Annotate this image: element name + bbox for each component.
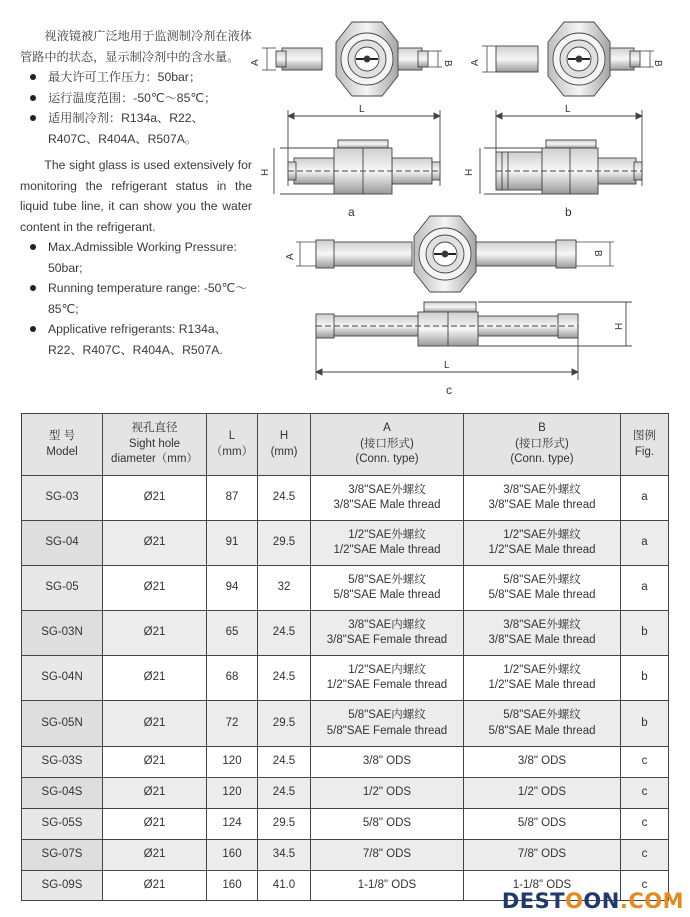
model-cell: SG-04N — [22, 656, 103, 701]
fig-cell: a — [621, 566, 669, 611]
model-cell: SG-09S — [22, 871, 103, 901]
en-spec-item: Applicative refrigerants: R134a、R22、R407C、R404A、R507A. — [20, 319, 252, 360]
table-row — [22, 656, 669, 701]
table-row — [22, 566, 669, 611]
conn-type-line: 1/2"SAE外螺纹 — [348, 528, 426, 541]
header-sight-hole: 视孔直径 Sight hole diameter（mm） — [103, 414, 207, 476]
cn-spec-item: 运行温度范围：-50℃～85℃； — [20, 88, 252, 109]
h-cell: 41.0 — [258, 871, 311, 901]
fig-c-label-h: H — [614, 322, 625, 330]
h-cell: 24.5 — [258, 656, 311, 701]
l-cell: 120 — [207, 778, 258, 809]
table-row — [22, 747, 669, 778]
conn-type-line: 3/8" ODS — [517, 755, 567, 768]
table-row — [22, 840, 669, 871]
spec-table — [21, 413, 669, 901]
fig-a-label-l: L — [359, 104, 365, 115]
conn-type-line: 5/8" ODS — [362, 817, 412, 830]
l-cell: 160 — [207, 840, 258, 871]
table-row — [22, 521, 669, 566]
fig-a-caption: a — [348, 205, 355, 219]
conn-b-cell — [464, 778, 621, 809]
cn-spec-list — [20, 67, 252, 149]
conn-type-line: 5/8"SAE Male thread — [333, 589, 441, 601]
fig-b-label-h: H — [464, 168, 475, 176]
h-cell: 24.5 — [258, 611, 311, 656]
conn-a-cell — [311, 840, 464, 871]
fig-a-dim-a — [262, 48, 276, 70]
fig-cell: a — [621, 521, 669, 566]
model-cell: SG-03 — [22, 476, 103, 521]
l-cell: 65 — [207, 611, 258, 656]
conn-type-line: 5/8"SAE外螺纹 — [348, 573, 426, 586]
intro-cn-paragraph: 视液镜被广泛地用于监测制冷剂在液体管路中的状态，显示制冷剂中的含水量。 — [20, 29, 252, 64]
conn-type-line: 3/8"SAE外螺纹 — [348, 483, 426, 496]
fig-b-top-view — [496, 22, 640, 96]
conn-type-line: 3/8"SAE Male thread — [488, 634, 596, 646]
fig-cell: b — [621, 701, 669, 747]
fig-cell: c — [621, 809, 669, 840]
table-row — [22, 809, 669, 840]
conn-b-cell — [464, 701, 621, 747]
sight-hole-cell: Ø21 — [103, 809, 207, 840]
conn-type-line: 3/8"SAE Female thread — [326, 634, 448, 646]
l-cell: 94 — [207, 566, 258, 611]
table-header-row — [22, 414, 669, 476]
conn-type-line: 1/2"SAE Female thread — [326, 679, 448, 691]
fig-cell: a — [621, 476, 669, 521]
header-b: B (接口形式) (Conn. type) — [464, 414, 621, 476]
model-cell: SG-05S — [22, 809, 103, 840]
table-row — [22, 701, 669, 747]
conn-type-line: 1/2" ODS — [362, 786, 412, 799]
fig-b-label-a: A — [470, 59, 481, 66]
conn-type-line: 5/8"SAE Male thread — [488, 589, 596, 601]
table-row — [22, 778, 669, 809]
conn-type-line: 7/8" ODS — [362, 848, 412, 861]
sight-glass-drawings — [250, 20, 678, 400]
fig-cell: c — [621, 747, 669, 778]
l-cell: 87 — [207, 476, 258, 521]
model-cell: SG-04S — [22, 778, 103, 809]
fig-c-label-b: B — [592, 250, 603, 257]
sight-hole-cell: Ø21 — [103, 701, 207, 747]
conn-a-cell — [311, 521, 464, 566]
conn-a-cell — [311, 747, 464, 778]
model-cell: SG-05 — [22, 566, 103, 611]
model-cell: SG-07S — [22, 840, 103, 871]
conn-a-cell — [311, 809, 464, 840]
fig-c-label-a: A — [285, 253, 296, 260]
sight-hole-cell: Ø21 — [103, 747, 207, 778]
l-cell: 120 — [207, 747, 258, 778]
h-cell: 24.5 — [258, 476, 311, 521]
en-spec-item: Running temperature range: -50℃～85℃; — [20, 278, 252, 319]
model-cell: SG-03N — [22, 611, 103, 656]
fig-cell: b — [621, 611, 669, 656]
cn-spec-item: 最大许可工作压力：50bar； — [20, 67, 252, 88]
fig-c-side-view — [316, 302, 632, 380]
sight-hole-cell: Ø21 — [103, 840, 207, 871]
conn-type-line: 5/8" ODS — [517, 817, 567, 830]
conn-a-cell — [311, 611, 464, 656]
table-body — [22, 476, 669, 901]
fig-c-caption: c — [446, 383, 452, 397]
conn-b-cell — [464, 809, 621, 840]
intro-en-paragraph: The sight glass is used extensively for monitoring the refrigerant status in the liquid tube line, it can show you the water content in the refrigerant. — [20, 158, 252, 234]
conn-type-line: 5/8"SAE外螺纹 — [503, 573, 581, 586]
conn-b-cell — [464, 656, 621, 701]
fig-b-label-b: B — [652, 60, 663, 67]
fig-c-dim-a — [296, 242, 316, 266]
fig-a-dim-b — [428, 51, 442, 67]
sight-hole-cell: Ø21 — [103, 611, 207, 656]
fig-cell: c — [621, 871, 669, 901]
sight-hole-cell: Ø21 — [103, 521, 207, 566]
conn-type-line: 5/8"SAE Female thread — [326, 724, 448, 737]
conn-a-cell — [311, 871, 464, 901]
conn-a-cell — [311, 566, 464, 611]
intro-text — [20, 26, 252, 360]
h-cell: 34.5 — [258, 840, 311, 871]
fig-a-label-b: B — [442, 60, 453, 67]
conn-type-line: 1-1/8" ODS — [357, 878, 417, 891]
conn-b-cell — [464, 840, 621, 871]
sight-hole-cell: Ø21 — [103, 778, 207, 809]
conn-type-line: 1/2"SAE外螺纹 — [503, 663, 581, 676]
conn-type-line: 5/8"SAE Male thread — [488, 724, 596, 737]
model-cell: SG-04 — [22, 521, 103, 566]
fig-b-dim-b — [640, 51, 654, 67]
conn-type-line: 5/8"SAE外螺纹 — [503, 709, 581, 721]
conn-type-line: 1/2"SAE内螺纹 — [348, 663, 426, 676]
conn-b-cell — [464, 611, 621, 656]
fig-a-label-a: A — [250, 59, 261, 66]
header-model: 型 号 Model — [22, 414, 103, 476]
fig-b-label-l: L — [565, 104, 571, 115]
l-cell: 68 — [207, 656, 258, 701]
table-row — [22, 611, 669, 656]
fig-a-side-view — [274, 110, 440, 194]
conn-a-cell — [311, 701, 464, 747]
fig-a-top-view — [276, 22, 428, 96]
conn-type-line: 3/8" ODS — [362, 755, 412, 768]
l-cell: 91 — [207, 521, 258, 566]
model-cell: SG-03S — [22, 747, 103, 778]
conn-type-line: 3/8"SAE Male thread — [488, 499, 596, 511]
fig-b-side-view — [480, 110, 642, 194]
l-cell: 124 — [207, 809, 258, 840]
header-a: A (接口形式) (Conn. type) — [311, 414, 464, 476]
conn-a-cell — [311, 778, 464, 809]
l-cell: 72 — [207, 701, 258, 747]
h-cell: 29.5 — [258, 701, 311, 747]
table-row — [22, 476, 669, 521]
conn-type-line: 7/8" ODS — [517, 848, 567, 861]
h-cell: 24.5 — [258, 747, 311, 778]
header-l: L （mm） — [207, 414, 258, 476]
header-fig: 图例 Fig. — [621, 414, 669, 476]
cn-spec-item: 适用制冷剂：R134a、R22、R407C、R404A、R507A。 — [20, 108, 252, 149]
conn-type-line: 3/8"SAE外螺纹 — [503, 618, 581, 631]
h-cell: 24.5 — [258, 778, 311, 809]
header-h: H (mm) — [258, 414, 311, 476]
en-spec-item: Max.Admissible Working Pressure: 50bar; — [20, 237, 252, 278]
l-cell: 160 — [207, 871, 258, 901]
conn-b-cell — [464, 747, 621, 778]
conn-type-line: 1/2"SAE Male thread — [488, 679, 596, 691]
conn-type-line: 3/8"SAE外螺纹 — [503, 483, 581, 496]
conn-type-line: 1/2"SAE Male thread — [488, 544, 596, 556]
sight-hole-cell: Ø21 — [103, 871, 207, 901]
h-cell: 29.5 — [258, 521, 311, 566]
conn-type-line: 1-1/8" ODS — [512, 878, 572, 891]
model-cell: SG-05N — [22, 701, 103, 747]
conn-a-cell — [311, 656, 464, 701]
sight-hole-cell: Ø21 — [103, 656, 207, 701]
conn-b-cell — [464, 476, 621, 521]
conn-type-line: 5/8"SAE内螺纹 — [348, 709, 426, 721]
sight-hole-cell: Ø21 — [103, 566, 207, 611]
conn-type-line: 3/8"SAE内螺纹 — [348, 618, 426, 631]
conn-type-line: 1/2" ODS — [517, 786, 567, 799]
h-cell: 32 — [258, 566, 311, 611]
conn-type-line: 1/2"SAE外螺纹 — [503, 528, 581, 541]
conn-b-cell — [464, 566, 621, 611]
sight-hole-cell: Ø21 — [103, 476, 207, 521]
destoon-watermark: DESTOON.COM — [501, 889, 684, 913]
fig-a-label-h: H — [260, 168, 271, 176]
fig-cell: c — [621, 778, 669, 809]
conn-b-cell — [464, 521, 621, 566]
fig-c-label-l: L — [444, 360, 450, 371]
fig-c-top-view — [316, 216, 576, 292]
fig-b-caption: b — [565, 205, 572, 219]
conn-type-line: 1/2"SAE Male thread — [333, 544, 441, 556]
conn-a-cell — [311, 476, 464, 521]
h-cell: 29.5 — [258, 809, 311, 840]
fig-b-dim-a — [482, 46, 496, 72]
en-spec-list — [20, 237, 252, 360]
fig-cell: c — [621, 840, 669, 871]
fig-cell: b — [621, 656, 669, 701]
conn-type-line: 3/8"SAE Male thread — [333, 499, 441, 511]
